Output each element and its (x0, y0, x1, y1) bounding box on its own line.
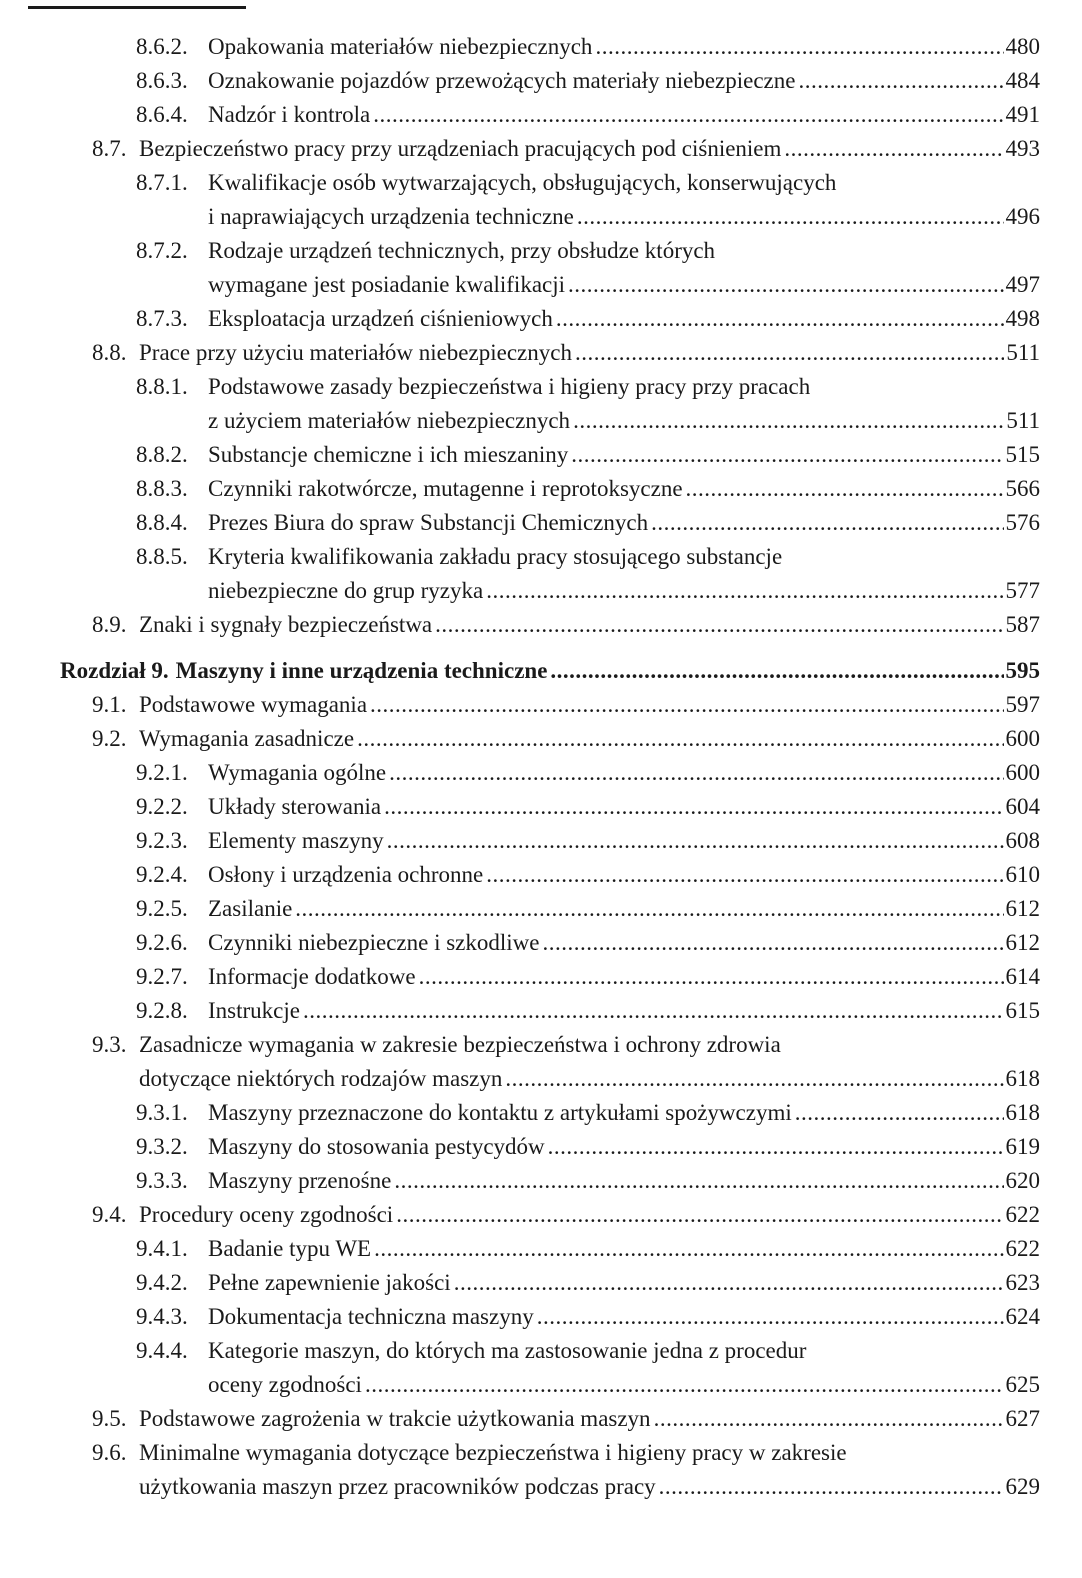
toc-title: Maszyny do stosowania pestycydów (208, 1134, 545, 1159)
toc-entry (0, 302, 1082, 336)
toc-entry (0, 64, 1082, 98)
toc-number: 9.2.5. (136, 896, 188, 921)
toc-number: 8.7.2. (136, 238, 188, 263)
toc-leader-dots (303, 994, 1004, 1028)
toc-leader-dots (373, 98, 1003, 132)
toc-page-number: 612 (1005, 930, 1040, 955)
toc-page-number: 612 (1005, 896, 1040, 921)
toc-title: Informacje dodatkowe (208, 964, 416, 989)
toc-title: Elementy maszyny (208, 828, 384, 853)
toc-number: 8.9. (92, 612, 127, 637)
toc-leader-dots (505, 1062, 1003, 1096)
toc-entry (0, 1266, 1082, 1300)
toc-line (0, 892, 1082, 926)
top-rule (28, 6, 246, 9)
toc-number: 8.6.2. (136, 34, 188, 59)
toc-entry (0, 30, 1082, 64)
toc-title: Zasilanie (208, 896, 293, 921)
toc-page-number: 497 (1005, 272, 1040, 297)
toc-number: Rozdział 9. (60, 658, 169, 683)
toc-number: 9.6. (92, 1440, 127, 1465)
toc-number: 9.2.7. (136, 964, 188, 989)
toc-line (0, 756, 1082, 790)
toc-page-number: 629 (1005, 1474, 1040, 1499)
toc-leader-dots (571, 438, 1003, 472)
toc-number: 8.6.3. (136, 68, 188, 93)
toc-title: Maszyny przeznaczone do kontaktu z artykułami spożywczymi (208, 1100, 792, 1125)
toc-line (0, 1300, 1082, 1334)
toc-title: Instrukcje (208, 998, 300, 1023)
toc-title: Znaki i sygnały bezpieczeństwa (139, 612, 433, 637)
toc-title: Maszyny i inne urządzenia techniczne (175, 658, 548, 683)
toc-title: Prace przy użyciu materiałów niebezpiecznych (139, 340, 572, 365)
toc-title: Kryteria kwalifikowania zakładu pracy stosującego substancje (208, 544, 783, 569)
toc-number: 9.3.3. (136, 1168, 188, 1193)
toc-title: Rodzaje urządzeń technicznych, przy obsłudze których (208, 238, 716, 263)
toc-number: 8.7. (92, 136, 127, 161)
toc-line (0, 574, 1082, 608)
toc-leader-dots (798, 64, 1003, 98)
toc-entry (0, 438, 1082, 472)
toc-entry (0, 756, 1082, 790)
toc-line (0, 926, 1082, 960)
toc-title: Podstawowe zagrożenia w trakcie użytkowania maszyn (139, 1406, 651, 1431)
toc-title: Opakowania materiałów niebezpiecznych (208, 34, 593, 59)
toc-leader-dots (486, 858, 1003, 892)
toc-entry (0, 1130, 1082, 1164)
toc-entry (0, 234, 1082, 302)
toc-page-number: 604 (1005, 794, 1040, 819)
toc-line (0, 654, 1082, 688)
toc-leader-dots (396, 1198, 1003, 1232)
toc-entry (0, 960, 1082, 994)
toc-line (0, 166, 1082, 200)
toc-page-number: 515 (1005, 442, 1040, 467)
toc-line (0, 404, 1082, 438)
toc-line (0, 64, 1082, 98)
toc-leader-dots (654, 1402, 1004, 1436)
toc-leader-dots (435, 608, 1003, 642)
toc-leader-dots (542, 926, 1003, 960)
toc-page-number: 615 (1005, 998, 1040, 1023)
toc-leader-dots (651, 506, 1003, 540)
toc-title: Podstawowe zasady bezpieczeństwa i higieny pracy przy pracach (208, 374, 811, 399)
toc-leader-dots (454, 1266, 1004, 1300)
toc-number: 9.2.8. (136, 998, 188, 1023)
toc-entry (0, 132, 1082, 166)
toc-leader-dots (384, 790, 1003, 824)
toc-entry (0, 1232, 1082, 1266)
toc-title: Kategorie maszyn, do których ma zastosowanie jedna z procedur (208, 1338, 807, 1363)
toc-line (0, 336, 1082, 370)
toc-number: 8.8.2. (136, 442, 188, 467)
toc-line (0, 1028, 1082, 1062)
toc-entry (0, 688, 1082, 722)
toc-leader-dots (595, 30, 1003, 64)
toc-entry (0, 1096, 1082, 1130)
toc-number: 8.7.1. (136, 170, 188, 195)
toc-number: 9.4. (92, 1202, 127, 1227)
toc-title: Procedury oceny zgodności (139, 1202, 394, 1227)
toc-leader-dots (577, 200, 1004, 234)
toc-line (0, 1062, 1082, 1096)
toc-entry (0, 926, 1082, 960)
toc-entry (0, 1300, 1082, 1334)
toc-line (0, 1436, 1082, 1470)
toc-line (0, 302, 1082, 336)
toc-leader-dots (387, 824, 1004, 858)
toc-page-number: 566 (1005, 476, 1040, 501)
toc-line (0, 540, 1082, 574)
toc-title: Układy sterowania (208, 794, 382, 819)
toc-title: Prezes Biura do spraw Substancji Chemicznych (208, 510, 649, 535)
toc-page-number: 600 (1005, 726, 1040, 751)
toc-entry (0, 472, 1082, 506)
toc-leader-dots (370, 688, 1003, 722)
toc-title: Dokumentacja techniczna maszyny (208, 1304, 534, 1329)
toc-page-number: 610 (1005, 862, 1040, 887)
toc-entry (0, 540, 1082, 608)
toc-line (0, 1164, 1082, 1198)
toc-page-number: 620 (1005, 1168, 1040, 1193)
toc-leader-dots (686, 472, 1004, 506)
toc-page-number: 618 (1005, 1066, 1040, 1091)
toc-number: 8.8.1. (136, 374, 188, 399)
toc-page-number: 595 (1005, 658, 1040, 683)
toc-line (0, 438, 1082, 472)
toc-number: 9.4.2. (136, 1270, 188, 1295)
toc-leader-dots (573, 404, 1004, 438)
toc-page-number: 622 (1005, 1236, 1040, 1261)
toc-leader-dots (419, 960, 1004, 994)
toc-line (0, 234, 1082, 268)
toc-number: 9.2.2. (136, 794, 188, 819)
toc-leader-dots (357, 722, 1003, 756)
toc-title: dotyczące niektórych rodzajów maszyn (139, 1066, 503, 1091)
toc-page-number: 614 (1005, 964, 1040, 989)
toc-page-number: 480 (1005, 34, 1040, 59)
toc-line (0, 790, 1082, 824)
toc-number: 9.3.1. (136, 1100, 188, 1125)
toc-leader-dots (550, 654, 1003, 688)
toc-title: wymagane jest posiadanie kwalifikacji (208, 272, 566, 297)
toc-entry (0, 1198, 1082, 1232)
toc-line (0, 472, 1082, 506)
toc-entry (0, 892, 1082, 926)
toc-entry (0, 608, 1082, 642)
toc-number: 9.2. (92, 726, 127, 751)
toc-number: 9.3.2. (136, 1134, 188, 1159)
toc-line (0, 1402, 1082, 1436)
toc-number: 8.8.4. (136, 510, 188, 535)
toc-line (0, 30, 1082, 64)
toc-title: Czynniki rakotwórcze, mutagenne i reprotoksyczne (208, 476, 683, 501)
toc-entry (0, 1436, 1082, 1504)
toc-number: 8.7.3. (136, 306, 188, 331)
toc-number: 8.6.4. (136, 102, 188, 127)
toc-title: Kwalifikacje osób wytwarzających, obsługujących, konserwujących (208, 170, 837, 195)
toc-page-number: 496 (1005, 204, 1040, 229)
toc-number: 9.4.3. (136, 1304, 188, 1329)
toc-leader-dots (295, 892, 1003, 926)
toc-leader-dots (556, 302, 1004, 336)
toc-leader-dots (784, 132, 1003, 166)
toc-page-number: 576 (1005, 510, 1040, 535)
toc-number: 9.5. (92, 1406, 127, 1431)
toc-entry (0, 858, 1082, 892)
toc-leader-dots (374, 1232, 1003, 1266)
table-of-contents (0, 30, 1082, 1504)
toc-title: Bezpieczeństwo pracy przy urządzeniach pracujących pod ciśnieniem (139, 136, 782, 161)
toc-title: Minimalne wymagania dotyczące bezpieczeństwa i higieny pracy w zakresie (139, 1440, 847, 1465)
toc-line (0, 268, 1082, 302)
toc-entry (0, 790, 1082, 824)
toc-entry (0, 370, 1082, 438)
toc-line (0, 722, 1082, 756)
toc-number: 9.3. (92, 1032, 127, 1057)
toc-title: Wymagania zasadnicze (139, 726, 355, 751)
toc-number: 8.8. (92, 340, 127, 365)
toc-entry (0, 722, 1082, 756)
toc-title: Nadzór i kontrola (208, 102, 371, 127)
toc-title: Badanie typu WE (208, 1236, 372, 1261)
toc-page-number: 625 (1005, 1372, 1040, 1397)
toc-line (0, 1368, 1082, 1402)
toc-entry (0, 166, 1082, 234)
toc-entry (0, 1402, 1082, 1436)
toc-number: 9.4.4. (136, 1338, 188, 1363)
toc-title: niebezpieczne do grup ryzyka (208, 578, 484, 603)
toc-entry (0, 336, 1082, 370)
toc-page-number: 587 (1005, 612, 1040, 637)
toc-line (0, 200, 1082, 234)
toc-title: Maszyny przenośne (208, 1168, 392, 1193)
toc-leader-dots (365, 1368, 1004, 1402)
toc-leader-dots (389, 756, 1003, 790)
toc-line (0, 370, 1082, 404)
toc-line (0, 1096, 1082, 1130)
toc-title: z użyciem materiałów niebezpiecznych (208, 408, 571, 433)
toc-leader-dots (537, 1300, 1004, 1334)
toc-line (0, 824, 1082, 858)
toc-line (0, 98, 1082, 132)
toc-number: 9.1. (92, 692, 127, 717)
toc-page-number: 498 (1005, 306, 1040, 331)
toc-entry (0, 98, 1082, 132)
toc-leader-dots (659, 1470, 1004, 1504)
toc-title: i naprawiających urządzenia techniczne (208, 204, 574, 229)
toc-page-number: 511 (1006, 408, 1040, 433)
toc-leader-dots (568, 268, 1003, 302)
toc-line (0, 1198, 1082, 1232)
toc-page-number: 491 (1005, 102, 1040, 127)
toc-line (0, 688, 1082, 722)
toc-title: oceny zgodności (208, 1372, 362, 1397)
toc-number: 9.2.6. (136, 930, 188, 955)
toc-leader-dots (575, 336, 1004, 370)
toc-page-number: 511 (1006, 340, 1040, 365)
toc-title: Podstawowe wymagania (139, 692, 368, 717)
toc-leader-dots (394, 1164, 1003, 1198)
toc-line (0, 1470, 1082, 1504)
toc-line (0, 1334, 1082, 1368)
toc-entry (0, 1028, 1082, 1096)
toc-line (0, 608, 1082, 642)
toc-title: Eksploatacja urządzeń ciśnieniowych (208, 306, 553, 331)
toc-number: 9.2.1. (136, 760, 188, 785)
toc-title: Osłony i urządzenia ochronne (208, 862, 484, 887)
toc-number: 9.2.4. (136, 862, 188, 887)
toc-page-number: 597 (1005, 692, 1040, 717)
toc-title: Substancje chemiczne i ich mieszaniny (208, 442, 569, 467)
toc-leader-dots (486, 574, 1003, 608)
toc-page-number: 608 (1005, 828, 1040, 853)
toc-page-number: 577 (1005, 578, 1040, 603)
toc-page-number: 619 (1005, 1134, 1040, 1159)
toc-line (0, 994, 1082, 1028)
toc-entry (0, 506, 1082, 540)
toc-title: Pełne zapewnienie jakości (208, 1270, 451, 1295)
toc-line (0, 1232, 1082, 1266)
toc-entry (0, 994, 1082, 1028)
toc-number: 9.2.3. (136, 828, 188, 853)
toc-entry (0, 824, 1082, 858)
toc-page-number: 600 (1005, 760, 1040, 785)
toc-line (0, 1130, 1082, 1164)
toc-line (0, 506, 1082, 540)
toc-number: 9.4.1. (136, 1236, 188, 1261)
toc-line (0, 960, 1082, 994)
toc-page-number: 493 (1005, 136, 1040, 161)
toc-title: użytkowania maszyn przez pracowników podczas pracy (139, 1474, 656, 1499)
toc-line (0, 858, 1082, 892)
toc-page-number: 627 (1005, 1406, 1040, 1431)
toc-number: 8.8.5. (136, 544, 188, 569)
toc-entry (0, 1334, 1082, 1402)
toc-title: Oznakowanie pojazdów przewożących materiały niebezpieczne (208, 68, 796, 93)
toc-chapter (0, 654, 1082, 688)
toc-page-number: 624 (1005, 1304, 1040, 1329)
toc-leader-dots (548, 1130, 1004, 1164)
toc-number: 8.8.3. (136, 476, 188, 501)
toc-leader-dots (795, 1096, 1004, 1130)
toc-page-number: 623 (1005, 1270, 1040, 1295)
toc-title: Zasadnicze wymagania w zakresie bezpieczeństwa i ochrony zdrowia (139, 1032, 781, 1057)
toc-page-number: 622 (1005, 1202, 1040, 1227)
toc-title: Czynniki niebezpieczne i szkodliwe (208, 930, 540, 955)
toc-title: Wymagania ogólne (208, 760, 387, 785)
toc-line (0, 132, 1082, 166)
toc-page-number: 484 (1005, 68, 1040, 93)
toc-page-number: 618 (1005, 1100, 1040, 1125)
toc-line (0, 1266, 1082, 1300)
toc-entry (0, 1164, 1082, 1198)
